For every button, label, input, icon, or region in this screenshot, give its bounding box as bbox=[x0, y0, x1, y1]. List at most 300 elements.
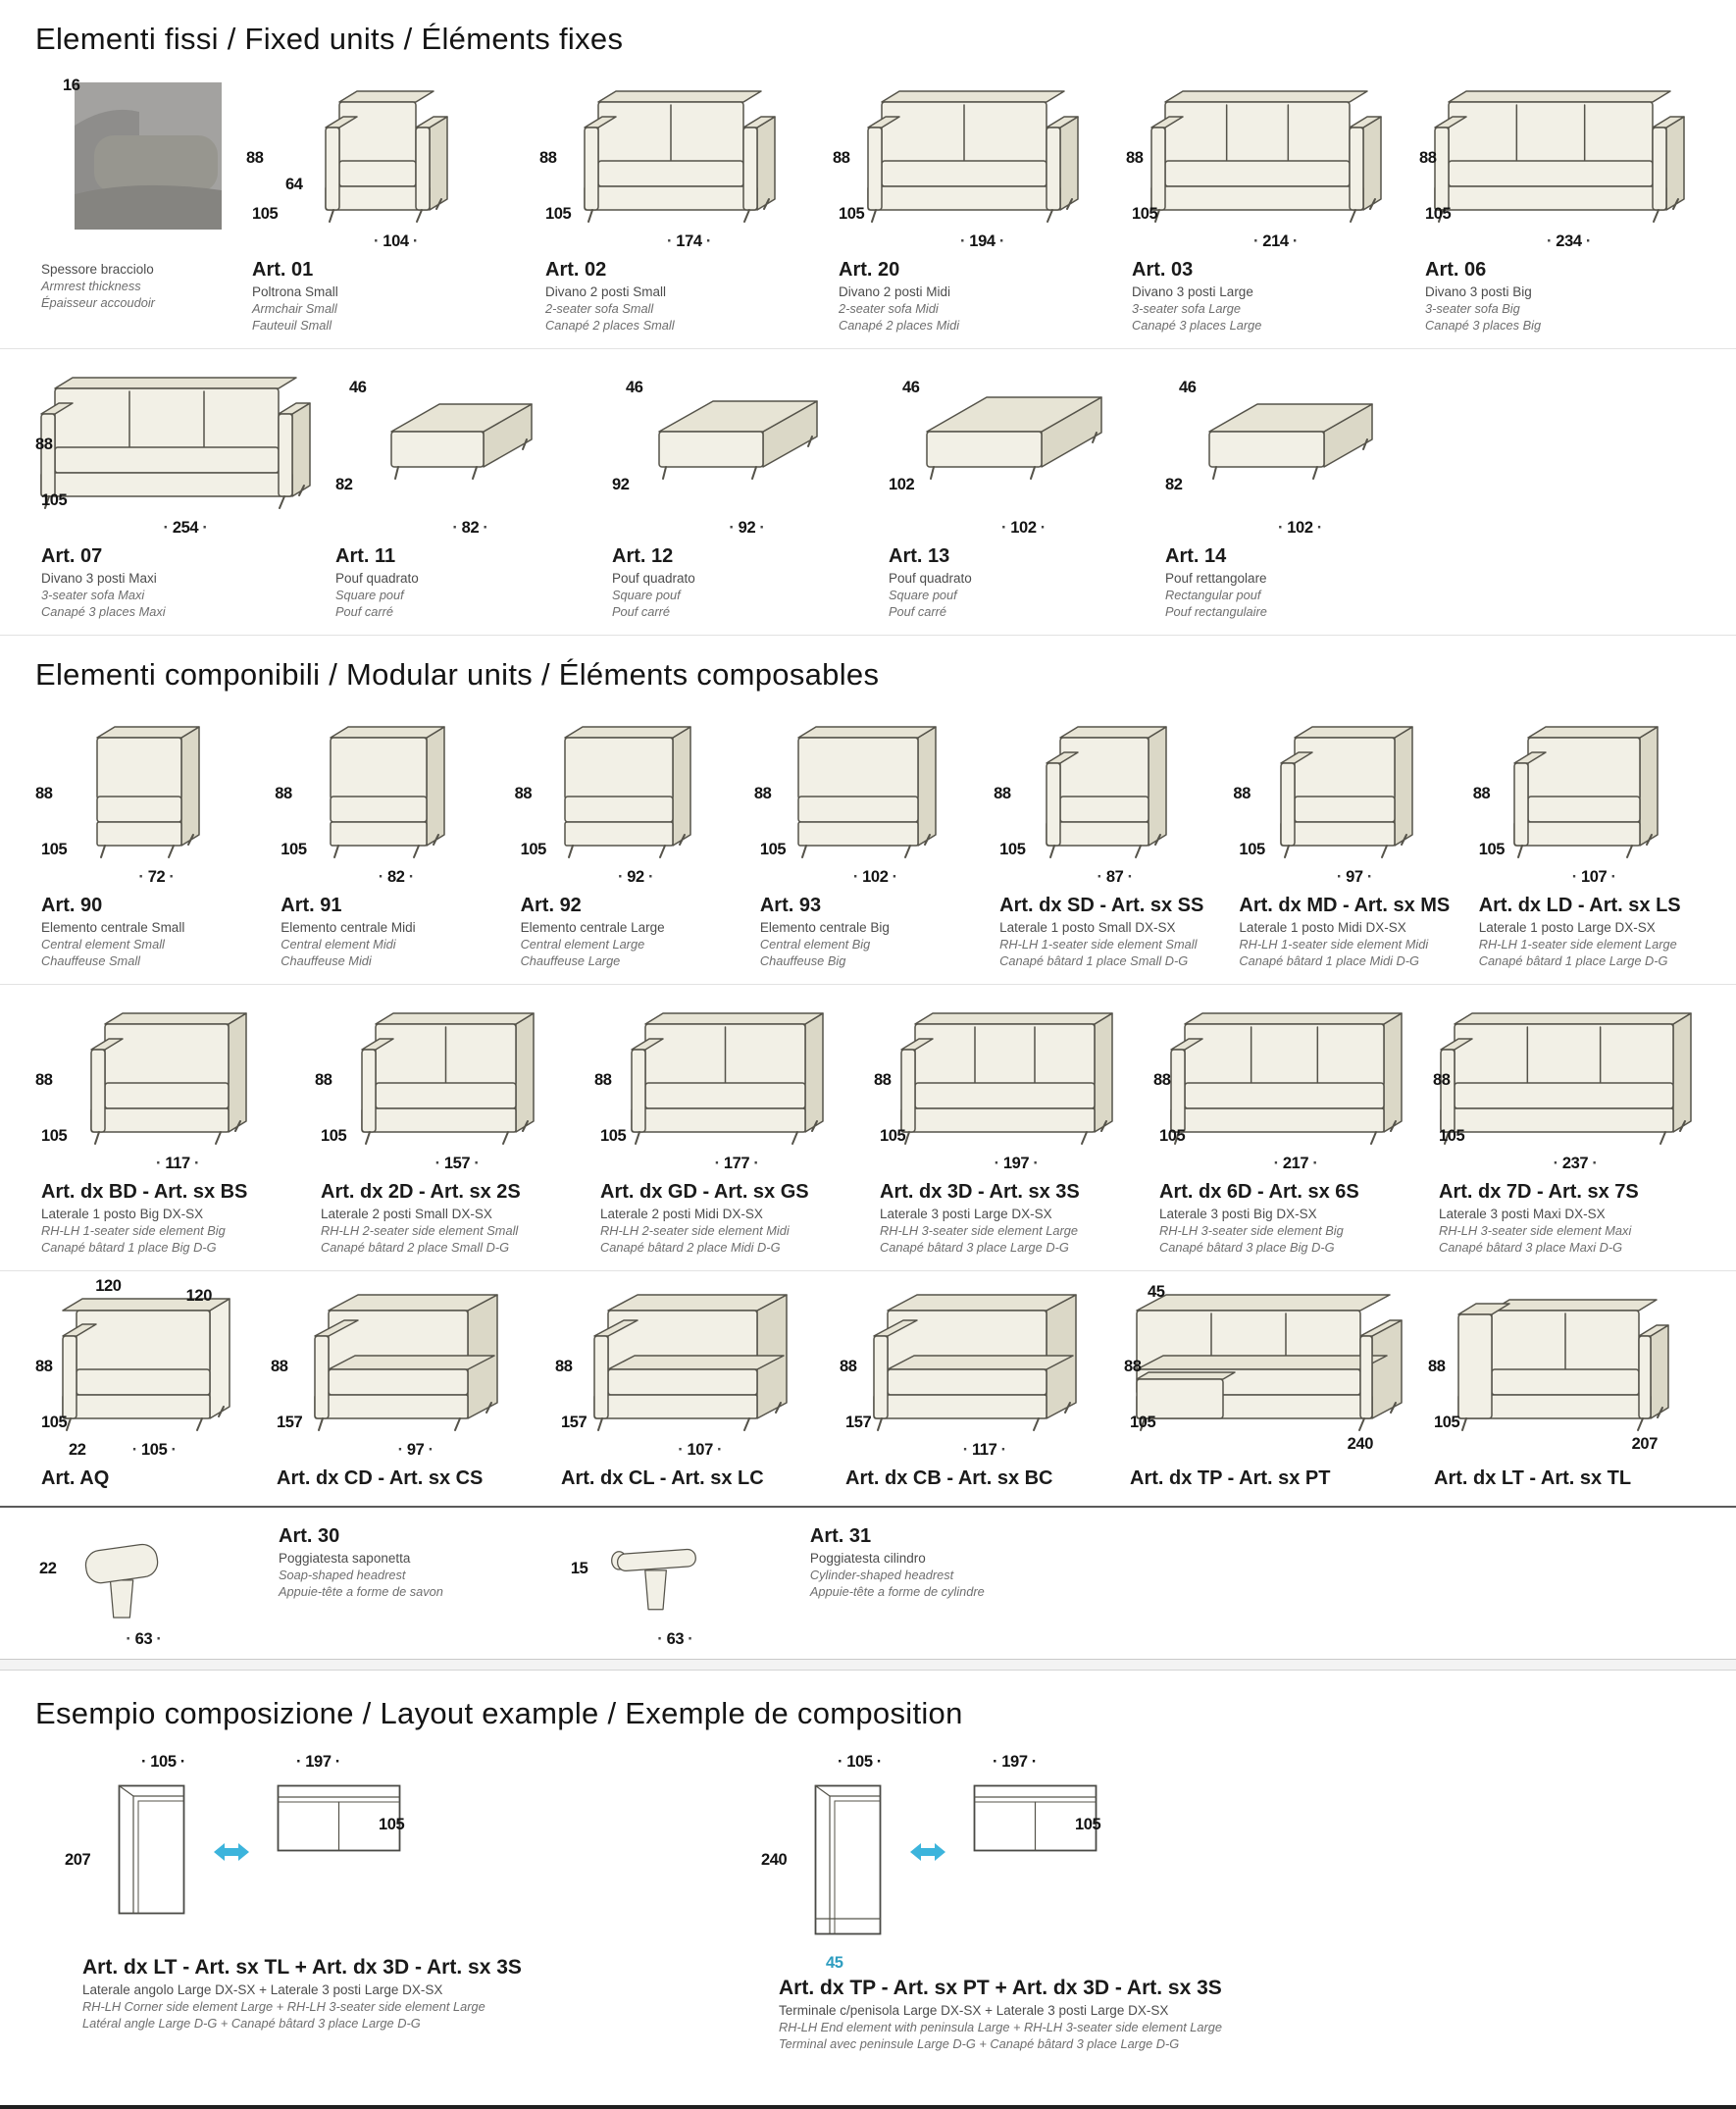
unit-name-en: Square pouf bbox=[612, 588, 681, 602]
unit-art: Art. 13 bbox=[889, 545, 950, 567]
unit-art: Art. 93 bbox=[759, 895, 822, 916]
layout-name-it: Laterale angolo Large DX-SX + Laterale 3 posti Large DX-SX bbox=[82, 1982, 443, 1997]
unit-art: Art. 03 bbox=[1132, 259, 1194, 281]
dim-bottom: · 117 · bbox=[156, 1155, 199, 1173]
unit-art: Art. dx 6D - Art. sx 6S bbox=[1159, 1181, 1359, 1203]
dim-bleft: 105 bbox=[41, 1414, 68, 1431]
unit-name-en: Square pouf bbox=[889, 588, 957, 602]
dim-sofa-depth: 105 bbox=[1075, 1816, 1101, 1833]
dim-bottom: · 97 · bbox=[398, 1441, 434, 1460]
unit-name-en: RH-LH 3-seater side element Large bbox=[880, 1223, 1079, 1238]
unit-name-it: Poggiatesta cilindro bbox=[809, 1551, 926, 1566]
dim-left: 15 bbox=[570, 1560, 588, 1577]
unit-drawing-area bbox=[1118, 1275, 1422, 1464]
pouf-drawing bbox=[1205, 369, 1378, 516]
unit-label bbox=[1427, 1177, 1707, 1268]
dim-foot: 45 bbox=[826, 1954, 843, 1972]
side-element-drawing bbox=[628, 1004, 829, 1152]
dim-bottom: · 87 · bbox=[1098, 868, 1133, 887]
unit-name-fr: Appuie-tête a forme de cylindre bbox=[809, 1584, 985, 1599]
unit-card bbox=[1413, 67, 1707, 346]
unit-name-en: Square pouf bbox=[335, 588, 404, 602]
unit-name-it: Spessore bracciolo bbox=[41, 262, 154, 277]
unit-name-en: Central element Midi bbox=[281, 937, 396, 952]
unit-label bbox=[265, 1464, 549, 1504]
armrest-photo bbox=[75, 82, 222, 230]
side-element-drawing bbox=[1437, 1004, 1697, 1152]
unit-card bbox=[29, 353, 324, 633]
fixed-units-section bbox=[0, 63, 1736, 636]
layout-name-en: RH-LH End element with peninsula Large + RH-LH 3-seater side element Large bbox=[779, 2020, 1223, 2034]
dim-bleft: 157 bbox=[845, 1414, 872, 1431]
dim-bleft: 105 bbox=[545, 205, 572, 223]
dim-bleft: 105 bbox=[321, 1127, 347, 1145]
unit-drawing-area bbox=[29, 1275, 265, 1464]
dim-bleft: 105 bbox=[41, 1127, 68, 1145]
dim-bleft: 105 bbox=[880, 1127, 906, 1145]
unit-card bbox=[877, 353, 1153, 633]
unit-name-fr: Chauffeuse Midi bbox=[281, 953, 372, 968]
layout-name-fr: Latéral angle Large D-G + Canapé bâtard 3 place Large D-G bbox=[82, 2016, 421, 2031]
unit-drawing-area bbox=[309, 989, 588, 1177]
unit-label bbox=[834, 1464, 1118, 1504]
dim-left: 88 bbox=[1233, 785, 1251, 803]
dim-bleft: 105 bbox=[1159, 1127, 1186, 1145]
unit-art: Art. dx LT - Art. sx TL bbox=[1434, 1467, 1632, 1489]
terminal-element-drawing bbox=[1455, 1291, 1674, 1438]
dim-corner-width: · 105 · bbox=[141, 1753, 185, 1772]
unit-name-it: Poggiatesta saponetta bbox=[279, 1551, 411, 1566]
unit-row bbox=[0, 1271, 1736, 1508]
dim-top: 120 bbox=[95, 1277, 122, 1295]
unit-art: Art. AQ bbox=[41, 1467, 110, 1489]
dim-sofa-width: · 197 · bbox=[993, 1753, 1037, 1772]
headrest-drawing-area bbox=[35, 1521, 251, 1649]
unit-name-fr: Canapé 3 places Big bbox=[1425, 318, 1542, 333]
unit-drawing-area bbox=[1148, 989, 1427, 1177]
layout-name-fr: Terminal avec peninsule Large D-G + Canapé bâtard 3 place Large D-G bbox=[779, 2036, 1180, 2051]
unit-card bbox=[549, 1275, 834, 1504]
dim-bleft: 157 bbox=[277, 1414, 303, 1431]
unit-drawing-area bbox=[1227, 702, 1466, 891]
unit-name-en: Central element Large bbox=[520, 937, 645, 952]
unit-card bbox=[588, 989, 868, 1268]
dim-bottom: · 63 · bbox=[126, 1630, 161, 1649]
unit-name-fr: Pouf carré bbox=[889, 604, 947, 619]
unit-card bbox=[748, 702, 988, 982]
unit-drawing-area bbox=[29, 702, 269, 891]
unit-art: Art. dx 3D - Art. sx 3S bbox=[880, 1181, 1080, 1203]
swap-arrow-icon bbox=[212, 1839, 251, 1865]
dim-left: 88 bbox=[1124, 1358, 1142, 1376]
unit-card bbox=[600, 353, 877, 633]
unit-art: Art. 31 bbox=[809, 1525, 872, 1547]
unit-name-fr: Épaisseur accoudoir bbox=[41, 295, 155, 310]
dim-left: 88 bbox=[594, 1071, 612, 1090]
dim-left: 88 bbox=[1472, 785, 1491, 803]
unit-label bbox=[798, 1521, 991, 1613]
unit-card bbox=[1467, 702, 1707, 982]
dim-bottom: · 254 · bbox=[164, 519, 208, 538]
dim-bottom: · 102 · bbox=[853, 868, 897, 887]
side-element-drawing bbox=[358, 1004, 539, 1152]
dim-bottom: · 102 · bbox=[1278, 519, 1322, 538]
dim-bright: 240 bbox=[1347, 1435, 1373, 1453]
unit-row bbox=[0, 349, 1736, 636]
dim-bottom: · 82 · bbox=[452, 519, 487, 538]
unit-name-fr: Canapé bâtard 2 place Small D-G bbox=[321, 1240, 510, 1255]
headrest-card bbox=[567, 1521, 991, 1649]
unit-name-fr: Canapé 2 places Midi bbox=[839, 318, 960, 333]
side-element-drawing bbox=[87, 1004, 252, 1152]
corner-plan-drawing bbox=[118, 1784, 186, 1918]
unit-label bbox=[29, 1464, 265, 1504]
layout-example bbox=[736, 1745, 1363, 2051]
unit-name-it: Laterale 3 posti Large DX-SX bbox=[880, 1207, 1052, 1221]
side-element-drawing bbox=[1043, 718, 1172, 865]
unit-art: Art. 30 bbox=[279, 1525, 340, 1547]
side-element-drawing bbox=[1167, 1004, 1407, 1152]
unit-name-fr: Chauffeuse Big bbox=[759, 953, 846, 968]
side-element-drawing bbox=[897, 1004, 1118, 1152]
dim-left: 88 bbox=[315, 1071, 332, 1090]
unit-name-it: Divano 3 posti Big bbox=[1425, 284, 1532, 299]
headrest-soap-drawing bbox=[35, 1521, 198, 1627]
unit-drawing-area bbox=[29, 353, 324, 541]
unit-label bbox=[549, 1464, 834, 1504]
fixed-units-title: Elementi fissi / Fixed units / Éléments fixes bbox=[35, 22, 624, 56]
unit-name-it: Divano 2 posti Midi bbox=[839, 284, 951, 299]
layout-name-it: Terminale c/penisola Large DX-SX + Laterale 3 posti Large DX-SX bbox=[779, 2003, 1169, 2018]
unit-art: Art. dx MD - Art. sx MS bbox=[1239, 895, 1451, 916]
unit-label bbox=[1148, 1177, 1427, 1268]
unit-name-it: Pouf quadrato bbox=[612, 571, 695, 586]
dim-bleft: 105 bbox=[1132, 205, 1158, 223]
unit-drawing-area bbox=[827, 67, 1120, 255]
unit-label bbox=[1227, 891, 1466, 982]
unit-card bbox=[1422, 1275, 1707, 1504]
dim-left: 88 bbox=[35, 436, 53, 454]
unit-art: Art. 11 bbox=[335, 545, 396, 567]
dim-left: 88 bbox=[1428, 1358, 1446, 1376]
unit-drawing-area bbox=[29, 67, 240, 255]
headrest-card bbox=[35, 1521, 449, 1649]
dim-corner-depth: 207 bbox=[65, 1851, 91, 1869]
unit-card bbox=[1148, 989, 1427, 1268]
unit-name-en: 3-seater sofa Large bbox=[1132, 301, 1241, 316]
unit-card bbox=[827, 67, 1120, 346]
dim-bleft: 105 bbox=[1239, 841, 1265, 858]
chaise-element-drawing bbox=[311, 1291, 503, 1438]
sofa-drawing bbox=[37, 369, 316, 516]
layout-example-section bbox=[0, 1737, 1736, 2075]
unit-name-en: 2-seater sofa Small bbox=[545, 301, 654, 316]
unit-name-en: RH-LH 2-seater side element Midi bbox=[600, 1223, 790, 1238]
dim-bleft: 105 bbox=[41, 491, 68, 509]
unit-row bbox=[0, 985, 1736, 1271]
dim-corner-width: · 105 · bbox=[838, 1753, 882, 1772]
unit-name-fr: Canapé bâtard 1 place Midi D-G bbox=[1239, 953, 1419, 968]
pouf-drawing bbox=[655, 369, 823, 516]
dim-topleft: 16 bbox=[63, 77, 80, 94]
unit-art: Art. 14 bbox=[1165, 545, 1227, 567]
dim-bleft: 105 bbox=[1439, 1127, 1465, 1145]
dim-bottom: · 117 · bbox=[963, 1441, 1006, 1460]
unit-name-en: 2-seater sofa Midi bbox=[839, 301, 939, 316]
dim-left: 88 bbox=[35, 785, 53, 803]
unit-label bbox=[269, 891, 508, 982]
central-element-drawing bbox=[794, 718, 942, 865]
corner-plan bbox=[814, 1784, 883, 1943]
unit-name-en: Soap-shaped headrest bbox=[279, 1568, 406, 1582]
unit-label bbox=[309, 1177, 588, 1268]
unit-card bbox=[309, 989, 588, 1268]
unit-name-it: Elemento centrale Big bbox=[759, 920, 890, 935]
central-element-drawing bbox=[93, 718, 205, 865]
unit-name-en: Cylinder-shaped headrest bbox=[809, 1568, 954, 1582]
unit-art: Art. dx BD - Art. sx BS bbox=[41, 1181, 248, 1203]
unit-row bbox=[0, 63, 1736, 349]
unit-label bbox=[1120, 255, 1413, 346]
unit-drawing-area bbox=[748, 702, 988, 891]
pouf-drawing bbox=[923, 369, 1107, 516]
unit-label bbox=[1153, 541, 1430, 633]
unit-card bbox=[29, 67, 240, 346]
layout-caption bbox=[736, 1977, 1363, 2051]
unit-label bbox=[240, 255, 534, 346]
dim-left: 88 bbox=[840, 1358, 857, 1376]
dim-bottom: · 105 · bbox=[132, 1441, 177, 1460]
unit-name-en: RH-LH 1-seater side element Midi bbox=[1239, 937, 1429, 952]
unit-art: Art. dx 7D - Art. sx 7S bbox=[1439, 1181, 1639, 1203]
unit-name-it: Pouf quadrato bbox=[889, 571, 972, 586]
dim-bottom: · 82 · bbox=[379, 868, 414, 887]
sofa-drawing bbox=[1148, 82, 1387, 230]
unit-name-en: 3-seater sofa Big bbox=[1425, 301, 1520, 316]
unit-name-fr: Chauffeuse Large bbox=[520, 953, 621, 968]
unit-name-fr: Appuie-tête a forme de savon bbox=[279, 1584, 443, 1599]
dim-bottom: · 107 · bbox=[1572, 868, 1616, 887]
unit-name-it: Divano 2 posti Small bbox=[545, 284, 667, 299]
unit-card bbox=[1120, 67, 1413, 346]
dim-topleft: 46 bbox=[349, 379, 367, 396]
unit-card bbox=[324, 353, 600, 633]
unit-name-en: RH-LH 3-seater side element Big bbox=[1159, 1223, 1344, 1238]
unit-drawing-area bbox=[1153, 353, 1430, 541]
dim-bottom: · 72 · bbox=[138, 868, 174, 887]
unit-label bbox=[324, 541, 600, 633]
dim-left: 88 bbox=[246, 149, 264, 168]
chaise-element-drawing bbox=[590, 1291, 792, 1438]
unit-name-en: RH-LH 1-seater side element Small bbox=[999, 937, 1198, 952]
dim-left: 88 bbox=[1433, 1071, 1451, 1090]
headrest-drawing-area bbox=[567, 1521, 783, 1649]
unit-name-en: RH-LH 1-seater side element Large bbox=[1478, 937, 1677, 952]
unit-drawing-area bbox=[549, 1275, 834, 1464]
central-element-drawing bbox=[561, 718, 696, 865]
unit-card bbox=[509, 702, 748, 982]
dim-left: 88 bbox=[833, 149, 850, 168]
unit-art: Art. dx CB - Art. sx BC bbox=[845, 1467, 1053, 1489]
unit-card bbox=[1227, 702, 1466, 982]
unit-art: Art. dx LD - Art. sx LS bbox=[1478, 895, 1681, 916]
unit-drawing-area bbox=[29, 989, 309, 1177]
dim-left: 88 bbox=[539, 149, 557, 168]
dim-bottom: · 197 · bbox=[995, 1155, 1039, 1173]
dim-bottom: · 174 · bbox=[667, 232, 711, 251]
unit-art: Art. 07 bbox=[41, 545, 103, 567]
chaise-element-drawing bbox=[870, 1291, 1082, 1438]
unit-name-en: RH-LH 1-seater side element Big bbox=[41, 1223, 226, 1238]
unit-card bbox=[240, 67, 534, 346]
unit-label bbox=[600, 541, 877, 633]
dim-bleft: 82 bbox=[335, 476, 353, 493]
unit-art: Art. dx GD - Art. sx GS bbox=[600, 1181, 809, 1203]
unit-card bbox=[988, 702, 1227, 982]
dim-bleft: 105 bbox=[1434, 1414, 1460, 1431]
unit-drawing-area bbox=[265, 1275, 549, 1464]
unit-name-fr: Canapé bâtard 3 place Maxi D-G bbox=[1439, 1240, 1623, 1255]
unit-drawing-area bbox=[988, 702, 1227, 891]
dim-left: 88 bbox=[874, 1071, 892, 1090]
unit-name-fr: Canapé 3 places Maxi bbox=[41, 604, 166, 619]
dim-topleft: 46 bbox=[626, 379, 643, 396]
unit-card bbox=[29, 989, 309, 1268]
dim-corner-depth: 240 bbox=[761, 1851, 788, 1869]
dim-bright: 207 bbox=[1631, 1435, 1658, 1453]
dim-bottom: · 104 · bbox=[374, 232, 418, 251]
armchair-drawing bbox=[322, 82, 453, 230]
unit-name-it: Laterale 2 posti Small DX-SX bbox=[321, 1207, 492, 1221]
unit-drawing-area bbox=[834, 1275, 1118, 1464]
unit-name-it: Laterale 1 posto Large DX-SX bbox=[1478, 920, 1656, 935]
layout-art: Art. dx LT - Art. sx TL + Art. dx 3D - Art. sx 3S bbox=[82, 1956, 522, 1979]
dim-left: 88 bbox=[1419, 149, 1437, 168]
section-divider bbox=[0, 1660, 1736, 1671]
unit-drawing-area bbox=[600, 353, 877, 541]
unit-name-fr: Pouf carré bbox=[612, 604, 671, 619]
unit-name-fr: Canapé bâtard 3 place Large D-G bbox=[880, 1240, 1069, 1255]
dim-left: 88 bbox=[1126, 149, 1144, 168]
dim-bleft: 105 bbox=[759, 841, 787, 858]
swap-arrow bbox=[212, 1839, 251, 1870]
unit-label bbox=[748, 891, 988, 982]
dim-bottom: · 194 · bbox=[960, 232, 1004, 251]
unit-art: Art. 92 bbox=[520, 895, 582, 916]
unit-name-it: Laterale 1 posto Small DX-SX bbox=[999, 920, 1176, 935]
unit-art: Art. dx CL - Art. sx LC bbox=[561, 1467, 764, 1489]
dim-bottom: · 92 · bbox=[618, 868, 653, 887]
unit-drawing-area bbox=[588, 989, 868, 1177]
unit-card bbox=[868, 989, 1148, 1268]
modular-units-title: Elementi componibili / Modular units / Éléments composables bbox=[35, 657, 880, 692]
unit-name-it: Divano 3 posti Maxi bbox=[41, 571, 157, 586]
dim-bottom: · 214 · bbox=[1253, 232, 1298, 251]
dim-bleft: 82 bbox=[1165, 476, 1183, 493]
unit-name-en: Armrest thickness bbox=[41, 279, 141, 293]
corner-plan-drawing bbox=[814, 1784, 883, 1938]
central-element-drawing bbox=[327, 718, 450, 865]
unit-name-it: Laterale 1 posto Midi DX-SX bbox=[1239, 920, 1406, 935]
unit-name-fr: Canapé bâtard 1 place Large D-G bbox=[1478, 953, 1668, 968]
unit-card bbox=[534, 67, 827, 346]
dim-bottom: · 63 · bbox=[657, 1630, 692, 1649]
dim-bleft: 105 bbox=[1130, 1414, 1156, 1431]
swap-arrow-icon bbox=[908, 1839, 947, 1865]
unit-art: Art. dx SD - Art. sx SS bbox=[999, 895, 1204, 916]
unit-label bbox=[267, 1521, 449, 1613]
dim-left2: 64 bbox=[285, 176, 303, 194]
unit-art: Art. 01 bbox=[252, 259, 314, 281]
unit-name-en: RH-LH 3-seater side element Maxi bbox=[1439, 1223, 1632, 1238]
unit-drawing-area bbox=[1422, 1275, 1707, 1464]
unit-card bbox=[1427, 989, 1707, 1268]
dim-bottom: · 92 · bbox=[729, 519, 764, 538]
unit-label bbox=[827, 255, 1120, 346]
unit-drawing-area bbox=[868, 989, 1148, 1177]
dim-bottom: · 102 · bbox=[1001, 519, 1046, 538]
dim-left: 88 bbox=[271, 1358, 288, 1376]
unit-name-en: Central element Big bbox=[759, 937, 871, 952]
dim-bottom: · 107 · bbox=[678, 1441, 722, 1460]
dim-left: 88 bbox=[1153, 1071, 1171, 1090]
sofa-drawing bbox=[864, 82, 1084, 230]
dim-bleft: 105 bbox=[1478, 841, 1506, 858]
unit-card bbox=[265, 1275, 549, 1504]
dim-topright: 120 bbox=[185, 1287, 212, 1305]
unit-row bbox=[0, 698, 1736, 985]
unit-art: Art. 12 bbox=[612, 545, 674, 567]
unit-label bbox=[877, 541, 1153, 633]
unit-label bbox=[868, 1177, 1148, 1268]
dim-bleft: 92 bbox=[612, 476, 630, 493]
dim-left: 88 bbox=[514, 785, 533, 803]
unit-label bbox=[534, 255, 827, 346]
unit-drawing-area bbox=[509, 702, 748, 891]
unit-name-it: Elemento centrale Small bbox=[41, 920, 185, 935]
dim-bleft: 105 bbox=[41, 841, 68, 858]
dim-bleft: 157 bbox=[561, 1414, 587, 1431]
unit-label bbox=[1467, 891, 1707, 982]
unit-art: Art. 06 bbox=[1425, 259, 1487, 281]
layout-name-en: RH-LH Corner side element Large + RH-LH 3-seater side element Large bbox=[82, 1999, 485, 2014]
unit-name-fr: Pouf rectangulaire bbox=[1165, 604, 1267, 619]
unit-name-en: Central element Small bbox=[41, 937, 165, 952]
unit-art: Art. dx TP - Art. sx PT bbox=[1130, 1467, 1331, 1489]
unit-name-it: Pouf quadrato bbox=[335, 571, 419, 586]
swap-arrow bbox=[908, 1839, 947, 1870]
dim-topleft: 46 bbox=[1179, 379, 1197, 396]
side-element-drawing bbox=[1510, 718, 1663, 865]
unit-name-en: Rectangular pouf bbox=[1165, 588, 1261, 602]
unit-name-en: Armchair Small bbox=[252, 301, 337, 316]
unit-label bbox=[29, 891, 269, 982]
layout-plan-area bbox=[39, 1745, 667, 1956]
unit-name-fr: Canapé bâtard 1 place Small D-G bbox=[999, 953, 1189, 968]
layout-caption bbox=[39, 1956, 667, 2031]
unit-art: Art. 90 bbox=[41, 895, 103, 916]
unit-name-fr: Canapé bâtard 2 place Midi D-G bbox=[600, 1240, 781, 1255]
dim-sofa-width: · 197 · bbox=[296, 1753, 340, 1772]
dim-bottom: · 177 · bbox=[715, 1155, 759, 1173]
dim-bottom: · 97 · bbox=[1337, 868, 1372, 887]
dim-bleft2: 22 bbox=[69, 1441, 86, 1459]
dim-topleft: 46 bbox=[902, 379, 920, 396]
layout-art: Art. dx TP - Art. sx PT + Art. dx 3D - Art. sx 3S bbox=[779, 1977, 1222, 1999]
peninsula-element-drawing bbox=[1133, 1291, 1407, 1438]
dim-bleft: 105 bbox=[520, 841, 546, 858]
dim-topleft: 45 bbox=[1148, 1283, 1165, 1301]
